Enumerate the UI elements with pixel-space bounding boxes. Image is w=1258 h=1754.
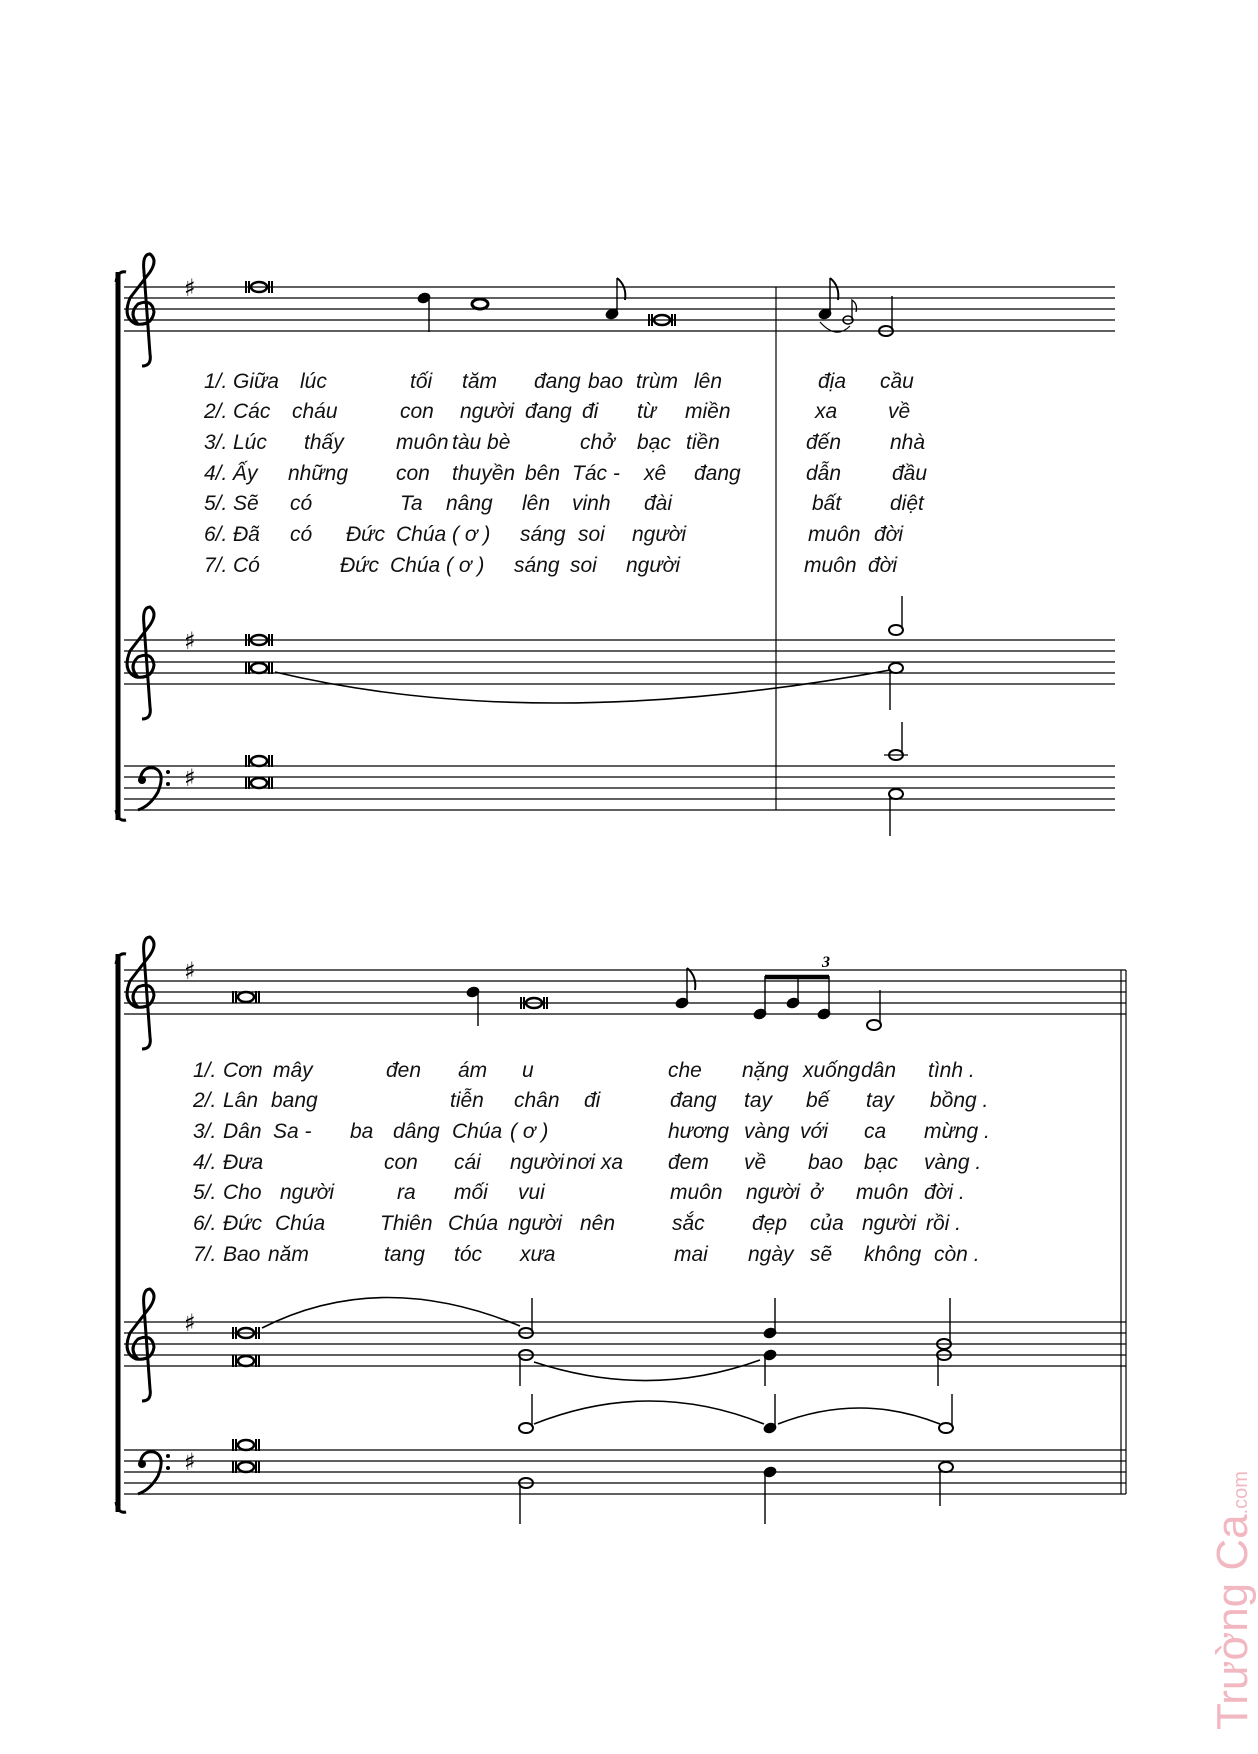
lyric-row: 4/. Ấy những con thuyền bên Tác - xê đang dẫn đầu [204,462,928,485]
alto-staff [124,1322,1126,1366]
breve-note-icon [246,755,272,767]
key-signature-sharp-icon: ♯ [184,957,196,985]
treble-clef-icon [127,1289,154,1401]
breve-note-icon [246,662,272,674]
lyric-row: 3/. Dân Sa - ba dâng Chúa ( ơ ) hương vàng với ca mừng . [193,1120,990,1143]
eighth-note-icon [605,278,626,320]
lyric-row: 3/. Lúc thấy muôn tàu bè chở bạc tiền đến nhà [204,431,926,454]
breve-note-icon [246,777,272,789]
lyric-row: 5/. Sẽ có Ta nâng lên vinh đài bất diệt [204,492,924,515]
half-note-icon [889,596,903,635]
watermark-suffix: .com [1230,1471,1252,1515]
treble-clef-icon [127,254,154,366]
breve-note-icon [233,1461,259,1473]
half-note-icon [519,1298,533,1338]
system-2 [116,937,1126,1524]
quarter-note-icon [763,1349,777,1386]
key-signature-sharp-icon: ♯ [184,764,196,792]
system-bracket [116,272,126,821]
lyric-row: 6/. Đã có Đức Chúa ( ơ ) sáng soi người muôn đời [204,523,904,546]
bass-staff [124,1450,1126,1494]
half-note-icon [939,1394,953,1433]
half-note-icon [884,722,908,760]
treble-clef-icon [127,607,154,719]
watermark [1208,1471,1258,1730]
whole-note-icon [472,299,488,309]
lyric-row: 7/. Có Đức Chúa ( ơ ) sáng soi người muôn đời [204,554,898,577]
tie-icon [778,1408,940,1424]
bass-clef-icon [138,1452,170,1494]
breve-note-icon [233,991,259,1003]
lyric-row: 6/. Đức Chúa Thiên Chúa người nên sắc đẹp của người rồi . [193,1212,962,1235]
tie-icon [534,1401,764,1424]
bass-notes [246,722,908,836]
key-signature-sharp-icon: ♯ [184,1448,196,1476]
half-note-icon [889,663,903,710]
melody-staff [124,287,1115,331]
verse-lyrics-1 [203,370,927,577]
bass-clef-icon [138,768,170,810]
double-barline [1121,970,1126,1494]
lyric-row: 1/. Giữa lúc tối tăm đang bao trùm lên địa cầu [204,370,914,393]
key-signature-sharp-icon: ♯ [184,1309,196,1337]
tuplet-number: 3 [822,954,830,971]
breve-note-icon [233,1439,259,1451]
quarter-note-icon [763,1298,777,1339]
melody-staff [124,970,1126,1014]
watermark-text: Trường Ca [1208,1514,1257,1730]
system-bracket [116,954,126,1513]
tie-icon [275,670,890,703]
tie-icon [262,1297,520,1328]
key-signature-sharp-icon: ♯ [184,627,196,655]
eighth-note-icon [466,986,480,1026]
lyric-row: 2/. Lân bang tiễn chân đi đang tay bế tay bồng . [193,1089,989,1112]
quarter-note-icon [763,1466,777,1524]
half-note-icon [879,296,893,336]
system-1 [116,254,1115,836]
quarter-note-icon [763,1394,777,1434]
lyric-row: 4/. Đưa con cái ngườinơi xa đem về bao bạc vàng . [193,1151,982,1174]
key-signature-sharp-icon: ♯ [184,274,196,302]
lyric-row: 1/. Cơn mây đen ám u che nặng xuốngdân tình . [193,1059,975,1082]
tie-icon [534,1360,760,1381]
half-note-icon [889,789,903,836]
half-note-icon [867,990,881,1030]
alto-notes [233,1297,951,1386]
half-note-icon [519,1394,533,1433]
eighth-note-icon [818,278,839,320]
eighth-note-icon [417,292,431,332]
breve-note-icon [233,1355,259,1367]
bass-notes [233,1394,953,1524]
lyric-row: 2/. Các cháu con người đang đi từ miền xa về [204,400,911,423]
verse-lyrics-2 [192,1059,990,1266]
half-note-icon [519,1478,533,1524]
treble-clef-icon [127,937,154,1049]
half-note-icon [939,1462,953,1506]
lyric-row: 7/. Bao năm tang tóc xưa mai ngày sẽ không còn . [193,1243,980,1266]
alto-notes [246,596,903,710]
lyric-row: 5/. Cho người ra mối vui muôn người ở muôn đời . [193,1181,965,1204]
half-note-icon [937,1298,951,1349]
